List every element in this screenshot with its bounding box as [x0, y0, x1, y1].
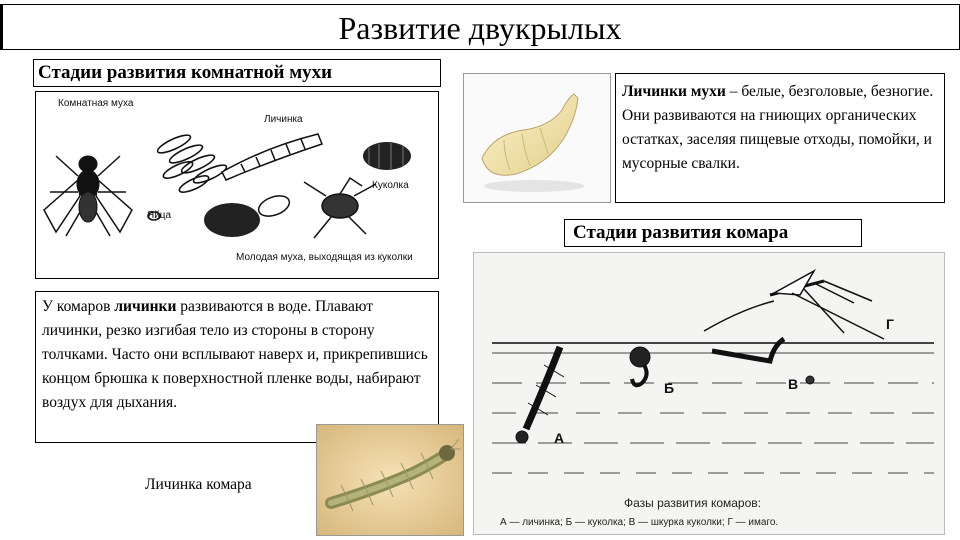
mosquito-larva-image — [317, 425, 463, 535]
fly-stages-heading: Стадии развития комнатной мухи — [33, 59, 441, 87]
mosquito-stages-heading: Стадии развития комара — [564, 219, 862, 247]
adult-mosquito-drawing — [704, 271, 884, 339]
letter-a: А — [554, 430, 565, 446]
fly-larva-photo — [463, 73, 611, 203]
mosquito-larva-term: личинки — [114, 298, 177, 315]
fly-pupa-drawing — [363, 142, 411, 170]
mosquito-pupa-drawing — [630, 347, 650, 385]
fly-larva-description — [615, 73, 945, 203]
emerging-fly-drawing — [304, 178, 376, 238]
mosquito-text-part1: У комаров — [42, 298, 115, 315]
mosquito-larva-photo — [316, 424, 464, 536]
adult-fly-drawing — [44, 156, 132, 236]
adult-fly-label: Комнатная муха — [58, 98, 134, 109]
mosquito-text-part2: развиваются в воде. Плавают личинки, резко изгибая тело из стороны в сторону толчками. Часто они всплывают наверх и, прикрепившись концом брюшка к поверхностной пленке воды, набирают воздух для дыхания. — [42, 298, 428, 411]
fly-larva-image — [464, 74, 610, 202]
diagram-caption-title: Фазы развития комаров: — [624, 496, 761, 510]
diagram-caption-legend: А — личинка; Б — куколка; В — шкурка куколки; Г — имаго. — [500, 517, 779, 528]
letter-b: Б — [664, 380, 675, 396]
empty-pupa-drawing — [204, 192, 292, 237]
larva-label: Личинка — [264, 114, 303, 125]
mosquito-diagram-drawing — [474, 253, 944, 534]
mosquito-larva-description — [35, 291, 439, 443]
mosquito-larva-drawing — [516, 347, 564, 443]
letter-g: Г — [886, 316, 894, 332]
mosquito-diagram — [473, 252, 945, 535]
fly-larva-term: Личинки мухи — [622, 83, 726, 100]
mosquito-photo-caption: Личинка комара — [145, 476, 252, 493]
slide-title: Развитие двукрылых — [338, 10, 622, 46]
fly-larva-drawing — [222, 134, 322, 180]
fly-larva-text: – белые, безголовые, безногие. Они развиваются на гниющих органических остатках, заселяя пищевые отходы, помойки, и мусорные свалки. — [622, 83, 934, 172]
pupa-label: Куколка — [372, 180, 409, 191]
fly-diagram-drawing — [36, 92, 438, 278]
emerging-fly-label: Молодая муха, выходящая из куколки — [236, 252, 413, 263]
eggs-label: Яйца — [147, 210, 172, 221]
letter-v: В — [788, 376, 799, 392]
pupal-skin-drawing — [712, 339, 814, 384]
fly-diagram — [35, 91, 439, 279]
